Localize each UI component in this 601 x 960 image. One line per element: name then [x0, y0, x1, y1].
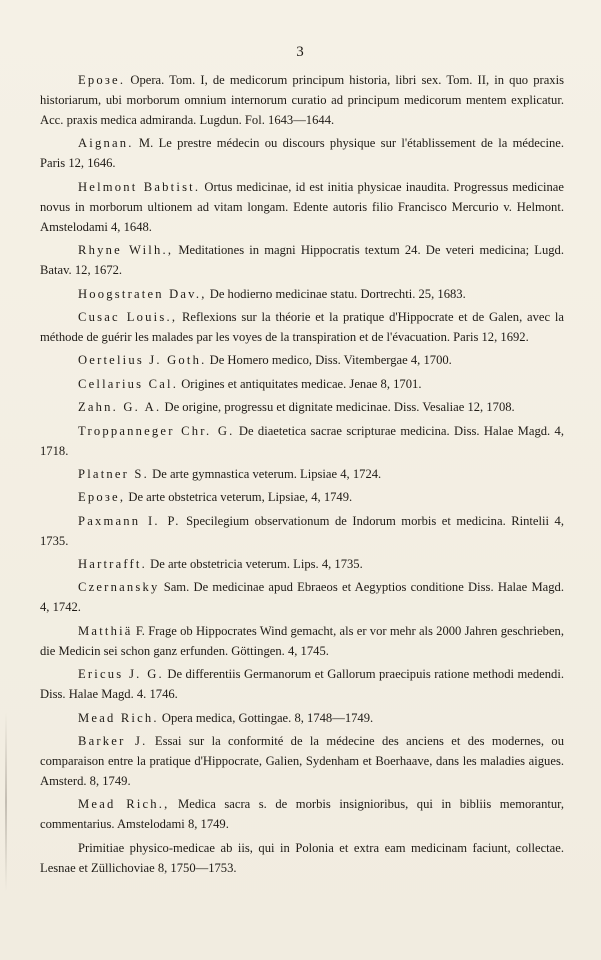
- entry-author: Barker J.: [78, 734, 148, 749]
- entry-author: Hartrafft.: [78, 557, 147, 572]
- entry-text: Meditationes in magni Hippocratis textum 24. De veteri medicina; Lugd. Batav. 12, 1672.: [40, 243, 564, 278]
- entry-text: Reflexions sur la théorie et la pratique d'Hippocrate et de Galen, avec la méthode de guérir les malades par les voyes de la transpiration et de l'évacuation. Paris 12, 1692.: [40, 309, 564, 344]
- entry-text: De hodierno medicinae statu. Dortrechti. 25, 1683.: [206, 286, 466, 301]
- entry-author: Platner S.: [78, 466, 149, 481]
- bibliography-entry: [40, 374, 564, 394]
- entry-text: Opera medica, Gottingae. 8, 1748—1749.: [158, 710, 374, 725]
- bibliography-entry: [40, 464, 564, 484]
- entry-author: Mead Rich.: [78, 710, 159, 725]
- entry-author: Czernansky: [78, 580, 160, 595]
- entry-text: De arte gymnastica veterum. Lipsiae 4, 1724.: [148, 466, 382, 481]
- bibliography-entry: [40, 70, 564, 130]
- entry-text: De origine, progressu et dignitate medicinae. Diss. Vesaliae 12, 1708.: [161, 400, 515, 415]
- bibliography-entry: [40, 664, 564, 704]
- entry-text: Sam. De medicinae apud Ebraeos et Aegyptios conditione Diss. Halae Magd. 4, 1742.: [40, 580, 564, 615]
- bibliography-entry: [40, 487, 564, 507]
- entry-text: Essai sur la conformité de la médecine des anciens et des modernes, ou comparaison entre la pratique d'Hippocrate, Galien, Sydenham et Boerhaave, dans les maladies aigues. Amsterd. 8, 1749.: [40, 734, 564, 789]
- entry-author: Cusac Louis.,: [78, 309, 178, 324]
- bibliography-entry: [40, 794, 564, 834]
- bibliography-entry: [40, 511, 564, 551]
- bibliography-entry: [40, 838, 564, 878]
- entry-text: Origines et antiquitates medicae. Jenae 8, 1701.: [178, 376, 422, 391]
- bibliography-entry: [40, 577, 564, 617]
- entry-text: De differentiis Germanorum et Gallorum praecipuis ratione methodi medendi. Diss. Halae Magd. 4. 1746.: [40, 667, 564, 702]
- entry-text: De diaetetica sacrae scripturae medicina. Diss. Halae Magd. 4, 1718.: [40, 423, 564, 458]
- bibliography-entry: [40, 177, 564, 237]
- entry-author: Rhyne Wilh.,: [78, 243, 174, 258]
- entry-author: Oertelius J. Goth.: [78, 353, 207, 368]
- entry-text: De Homero medico, Diss. Vitembergae 4, 1700.: [206, 353, 452, 368]
- bibliography-entry: [40, 731, 564, 791]
- entry-author: Cellarius Cal.: [78, 376, 179, 391]
- entry-text: Specilegium observationum de Indorum morbis et medicina. Rintelii 4, 1735.: [40, 513, 564, 548]
- entry-text: De arte obstetrica veterum, Lipsiae, 4, 1749.: [125, 490, 353, 505]
- bibliography-entry: [40, 240, 564, 280]
- bibliography-entry: [40, 621, 564, 661]
- entry-author: Ericus J. G.: [78, 667, 164, 682]
- entry-text: Primitiae physico-medicae ab iis, qui in Polonia et extra eam medicinam faciunt, collectae. Lesnae et Züllichoviae 8, 1750—1753.: [40, 840, 564, 875]
- bibliography-entry: [40, 421, 564, 461]
- bibliography-entry: [40, 350, 564, 370]
- entry-author: Paxmann I. P.: [78, 513, 181, 528]
- entry-text: Ortus medicinae, id est initia physicae inaudita. Progressus medicinae novus in morborum ultionem ad vitam longam. Edente autoris filio Francisco Mercurio v. Helmont. Amstelodami 4, 1648.: [40, 179, 564, 234]
- entry-author: Zahn. G. A.: [78, 400, 162, 415]
- entry-author: Aignan.: [78, 136, 134, 151]
- entry-author: Helmont Babtist.: [78, 179, 201, 194]
- bibliography-entry: [40, 133, 564, 173]
- bibliography-entry: [40, 708, 564, 728]
- page-edge-shadow: [5, 712, 7, 892]
- bibliography-entry: [40, 397, 564, 417]
- entry-author: Mead Rich.,: [78, 797, 170, 812]
- entry-text: F. Frage ob Hippocrates Wind gemacht, als er vor mehr als 2000 Jahren geschrieben, die Medicin sei schon ganz erfunden. Göttingen. 4, 1745.: [40, 623, 564, 658]
- entry-author: Troppanneger Chr. G.: [78, 423, 235, 438]
- entry-author: Matthiä: [78, 623, 133, 638]
- page-number: 3: [296, 44, 305, 60]
- entry-author: Ерозе,: [78, 490, 126, 505]
- entry-author: Hoogstraten Dav.,: [78, 286, 207, 301]
- bibliography-entry: [40, 284, 564, 304]
- bibliography-entry: [40, 554, 564, 574]
- entry-text: Medica sacra s. de morbis insignioribus, qui in bibliis memorantur, commentarius. Amstelodami 8, 1749.: [40, 797, 565, 832]
- bibliography-entry: [40, 307, 564, 347]
- entry-author: Ерозе.: [78, 73, 126, 87]
- bibliography-list: [40, 70, 564, 881]
- entry-text: Opera. Tom. I, de medicorum principum historia, libri sex. Tom. II, in quo praxis historiarum, ubi morborum omnium internorum curatio ad principum medicorum mentem explicatur. Acc. praxis medica admiranda. Lugdun. Fol. 1643—1644.: [40, 73, 564, 127]
- entry-text: M. Le prestre médecin ou discours physique sur l'établissement de la médecine. Paris 12, 1646.: [40, 136, 564, 171]
- entry-text: De arte obstetricia veterum. Lips. 4, 1735.: [146, 557, 363, 572]
